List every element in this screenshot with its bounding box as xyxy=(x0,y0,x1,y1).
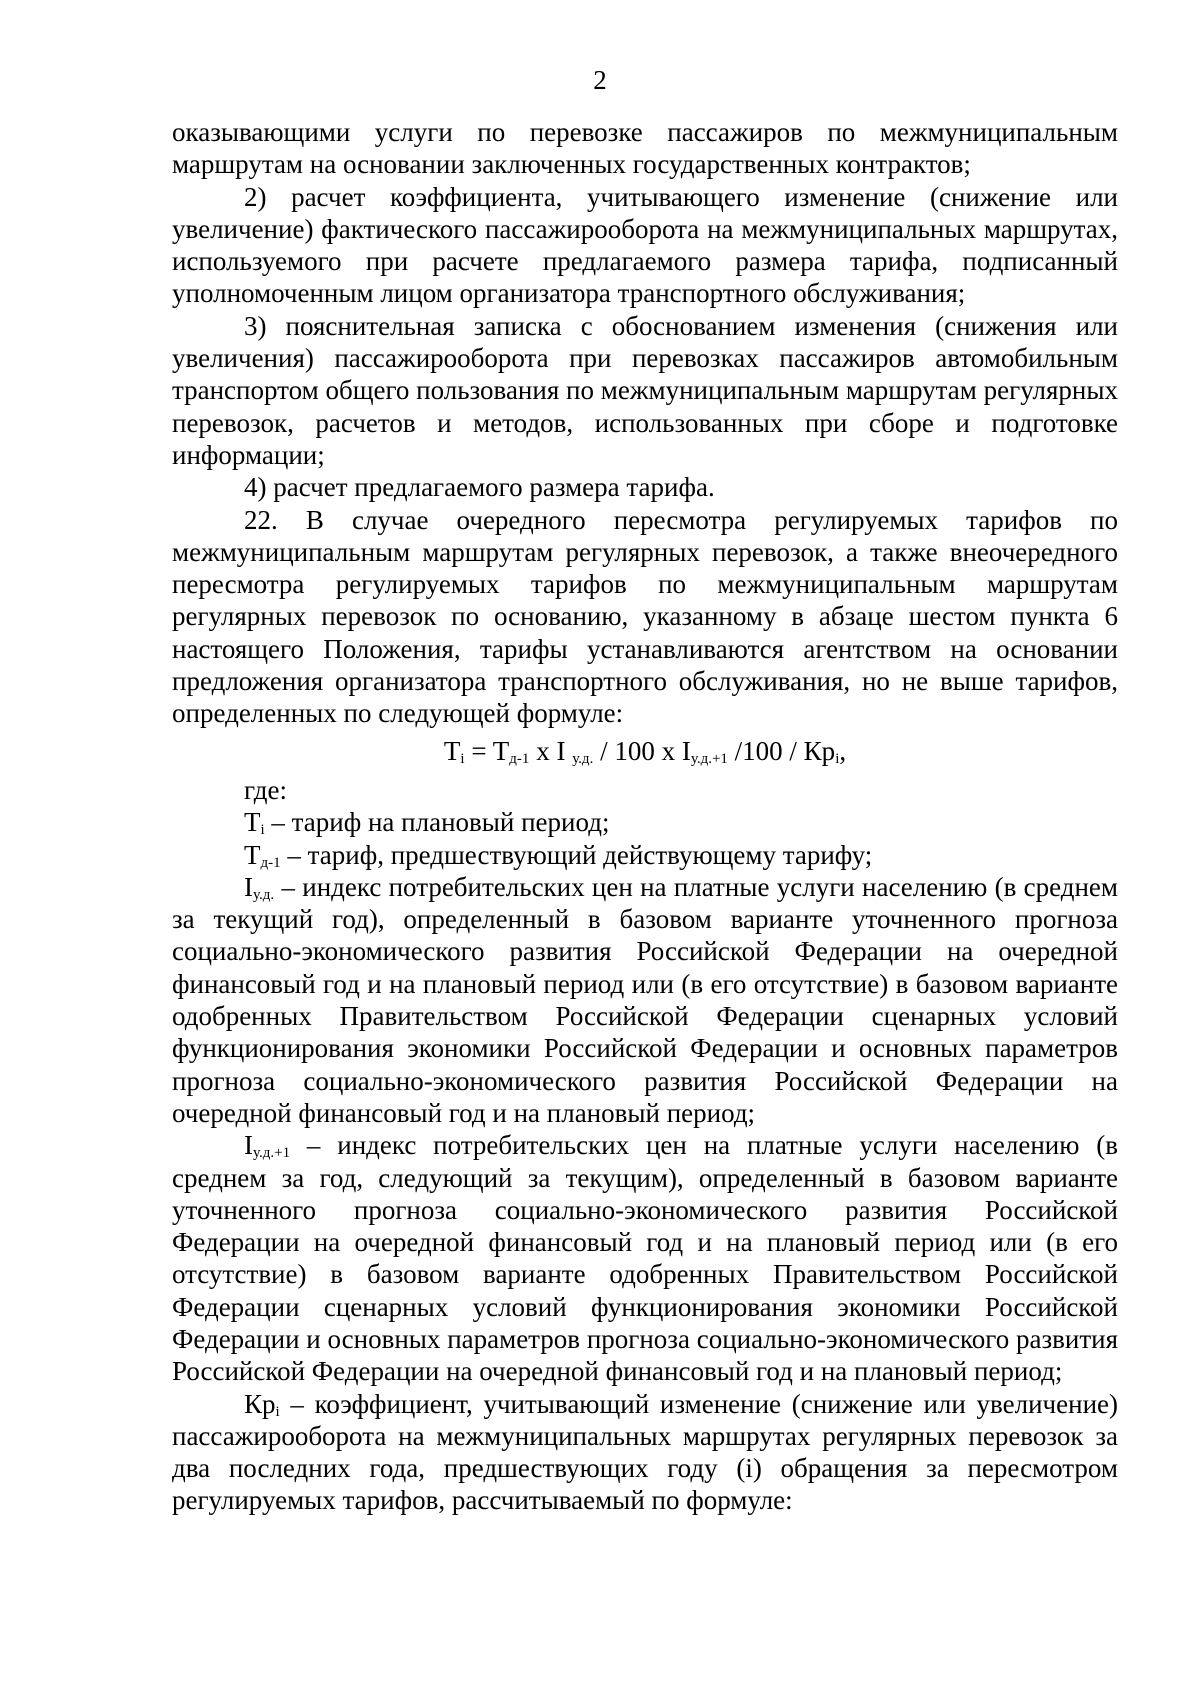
definition-subscript: у.д.+1 xyxy=(253,1145,291,1162)
formula-subscript: у.д.+1 xyxy=(690,750,728,767)
formula-part: T xyxy=(443,735,461,766)
definition-subscript: i xyxy=(275,1403,280,1420)
formula-part: , xyxy=(839,735,847,766)
definition-subscript: i xyxy=(260,822,265,839)
definition-text: – тариф, предшествующий действующему тарифу; xyxy=(280,839,873,870)
page-number: 2 xyxy=(593,65,607,95)
definition-td1 xyxy=(172,839,1118,871)
definition-subscript: д-1 xyxy=(260,854,281,871)
paragraph-item-4: 4) расчет предлагаемого размера тарифа. xyxy=(244,472,715,503)
formula-subscript: у.д. xyxy=(572,750,594,767)
formula-subscript: д-1 xyxy=(509,750,530,767)
definition-kpi xyxy=(172,1388,1118,1517)
definition-subscript: у.д. xyxy=(253,886,275,903)
definition-text: – тариф на плановый период; xyxy=(264,807,610,838)
tariff-formula xyxy=(172,735,1118,767)
formula-part: /100 / Кр xyxy=(727,735,836,766)
paragraph-item-2: 2) расчет коэффициента, учитывающего изменение (снижение или увеличение) фактического пассажирооборота на межмуниципальных маршрутах, используемого при расчете предлагаемого размера тарифа, подписанный уполномоченным лицом организатора транспортного обслуживания; xyxy=(172,181,1118,309)
definition-iud xyxy=(172,871,1118,1129)
definition-text: – коэффициент, учитывающий изменение (снижение или увеличение) пассажирооборота на межмуниципальных маршрутах регулярных перевозок за два последних года, предшествующих году (i) обращения за пересмотром регулируемых тарифов, рассчитываемый по формуле: xyxy=(172,1388,1118,1516)
where-label: где: xyxy=(244,774,287,805)
formula-part: / 100 x I xyxy=(593,735,691,766)
definition-text: – индекс потребительских цен на платные услуги населению (в среднем за текущий год), определенный в базовом варианте уточненного прогноза социально-экономического развития Российской Федерации на очередной финансовый год и на плановый период или (в его отсутствие) в базовом варианте одобренных Правительством Российской Федерации сценарных условий функционирования экономики Российской Федерации и основных параметров прогноза социально-экономического развития Российской Федерации на очередной финансовый год и на плановый период; xyxy=(172,871,1118,1128)
formula-part: x I xyxy=(529,735,573,766)
definition-text: – индекс потребительских цен на платные услуги населению (в среднем за год, следующий за текущим), определенный в базовом варианте уточненного прогноза социально-экономического развития Российской Федерации на очередной финансовый год и на плановый период или (в его отсутствие) в базовом варианте одобренных Правительством Российской Федерации сценарных условий функционирования экономики Российской Федерации и основных параметров прогноза социально-экономического развития Российской Федерации на очередной финансовый год и на плановый период; xyxy=(172,1130,1118,1387)
paragraph-continuation: оказывающими услуги по перевозке пассажиров по межмуниципальным маршрутам на основании заключенных государственных контрактов; xyxy=(172,117,1118,180)
paragraph-item-3: 3) пояснительная записка с обоснованием изменения (снижения или увеличения) пассажирооборота при перевозках пассажиров автомобильным транспортом общего пользования по межмуниципальным маршрутам регулярных перевозок, расчетов и методов, использованных при сборе и подготовке информации; xyxy=(172,310,1118,470)
definition-symbol: T xyxy=(244,839,261,870)
document-body xyxy=(172,116,1118,1517)
definition-symbol: T xyxy=(244,807,261,838)
definition-symbol: I xyxy=(244,871,253,902)
definition-symbol: Кр xyxy=(244,1388,276,1419)
definition-symbol: I xyxy=(244,1130,253,1161)
definition-iud1 xyxy=(172,1129,1118,1387)
formula-subscript: i xyxy=(835,750,840,767)
definition-ti xyxy=(172,806,1118,838)
paragraph-clause-22: 22. В случае очередного пересмотра регулируемых тарифов по межмуниципальным маршрутам регулярных перевозок, а также внеочередного пересмотра регулируемых тарифов по межмуниципальным маршрутам регулярных перевозок по основанию, указанному в абзаце шестом пункта 6 настоящего Положения, тарифы устанавливаются агентством на основании предложения организатора транспортного обслуживания, но не выше тарифов, определенных по следующей формуле: xyxy=(172,504,1118,729)
formula-part: = T xyxy=(464,735,510,766)
formula-subscript: i xyxy=(460,750,465,767)
